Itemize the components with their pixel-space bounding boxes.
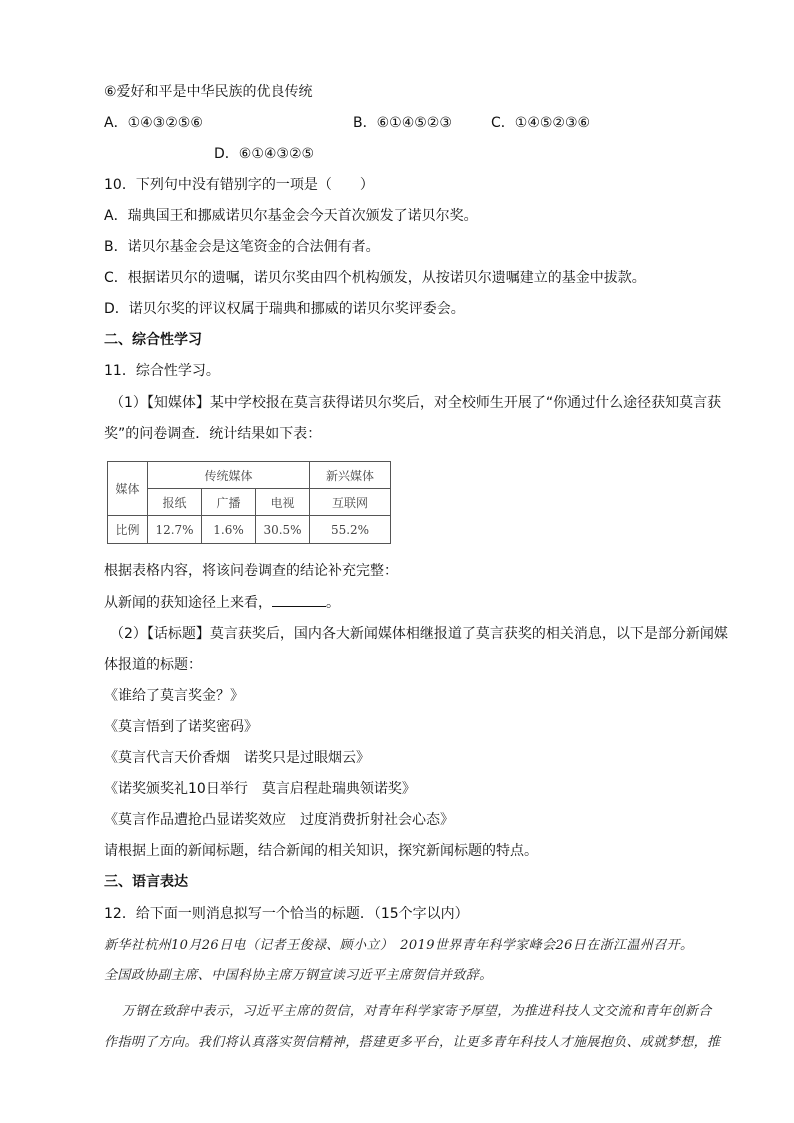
after-table-text: 根据表格内容，将该问卷调查的结论补充完整：: [104, 563, 398, 579]
q11-stem: 11．综合性学习。: [104, 363, 220, 379]
table-ratio-label: 比例: [108, 516, 148, 544]
conclusion-prefix: 从新闻的获知途径上来看，: [104, 595, 272, 611]
q12-stem: 12．给下面一则消息拟写一个恰当的标题．（15个字以内）: [104, 906, 469, 922]
table-row-header: 媒体: [108, 462, 148, 516]
headline-1: 《谁给了莫言奖金？》: [104, 688, 244, 704]
table-group-traditional: 传统媒体: [148, 462, 310, 489]
news-line-4: 作指明了方向。我们将认真落实贺信精神，搭建更多平台，让更多青年科技人才施展抱负、成就梦想，推: [104, 1035, 721, 1050]
table-ratio-newspaper: 12.7%: [148, 516, 202, 544]
headline-3: 《莫言代言天价香烟 诺奖只是过眼烟云》: [104, 750, 370, 766]
q9-option-d: D．⑥①④③②⑤: [214, 146, 315, 162]
survey-table: [107, 461, 391, 544]
q11-part1-line2: 奖”的问卷调查．统计结果如下表：: [104, 426, 322, 442]
q9-option-c: C．①④⑤②③⑥: [491, 115, 591, 131]
table-ratio-internet: 55.2%: [310, 516, 391, 544]
answer-blank[interactable]: [272, 592, 326, 607]
section-heading-2: 二、综合性学习: [104, 332, 202, 348]
conclusion-line: [104, 592, 340, 613]
table-col-radio: 广播: [202, 489, 256, 516]
q9-option-b: B．⑥①④⑤②③: [353, 115, 452, 131]
q10-option-b: B．诺贝尔基金会是这笔资金的合法佣有者。: [104, 239, 380, 255]
q11-part2-line1: （2）【话标题】莫言获奖后，国内各大新闻媒体相继报道了莫言获奖的相关消息，以下是部分新闻媒: [110, 626, 728, 642]
table-col-newspaper: 报纸: [148, 489, 202, 516]
news-line-3: 万钢在致辞中表示，习近平主席的贺信，对青年科学家寄予厚望，为推进科技人文交流和青年创新合: [122, 1004, 712, 1019]
section-heading-3: 三、语言表达: [104, 874, 188, 890]
table-col-internet: 互联网: [310, 489, 391, 516]
headline-2: 《莫言悟到了诺奖密码》: [104, 719, 258, 735]
q9-option-a: A．①④③②⑤⑥: [104, 115, 203, 131]
q11-part1-line1: （1）【知媒体】某中学校报在莫言获得诺贝尔奖后，对全校师生开展了“你通过什么途径获知莫言获: [110, 395, 722, 411]
table-ratio-radio: 1.6%: [202, 516, 256, 544]
headline-4: 《诺奖颁奖礼10日举行 莫言启程赴瑞典领诺奖》: [104, 781, 416, 797]
headline-task: 请根据上面的新闻标题，结合新闻的相关知识，探究新闻标题的特点。: [104, 843, 538, 859]
conclusion-suffix: 。: [326, 595, 340, 611]
q11-part2-line2: 体报道的标题：: [104, 657, 202, 673]
news-line-2: 全国政协副主席、中国科协主席万钢宣读习近平主席贺信并致辞。: [104, 968, 493, 983]
headline-5: 《莫言作品遭抢凸显诺奖效应 过度消费折射社会心态》: [104, 812, 454, 828]
table-group-new: 新兴媒体: [310, 462, 391, 489]
news-line-1: 新华社杭州10月26日电（记者王俊禄、顾小立） 2019世界青年科学家峰会26日在浙江温州召开。: [104, 938, 694, 953]
q9-item-6: ⑥爱好和平是中华民族的优良传统: [104, 84, 313, 100]
q10-option-c: C．根据诺贝尔的遗嘱，诺贝尔奖由四个机构颁发，从按诺贝尔遗嘱建立的基金中拔款。: [104, 270, 646, 286]
q10-option-a: A．瑞典国王和挪威诺贝尔基金会今天首次颁发了诺贝尔奖。: [104, 208, 478, 224]
table-ratio-tv: 30.5%: [256, 516, 310, 544]
q10-option-d: D．诺贝尔奖的评议权属于瑞典和挪威的诺贝尔奖评委会。: [104, 301, 465, 317]
table-col-tv: 电视: [256, 489, 310, 516]
q10-stem: 10．下列句中没有错别字的一项是（ ）: [104, 177, 374, 193]
